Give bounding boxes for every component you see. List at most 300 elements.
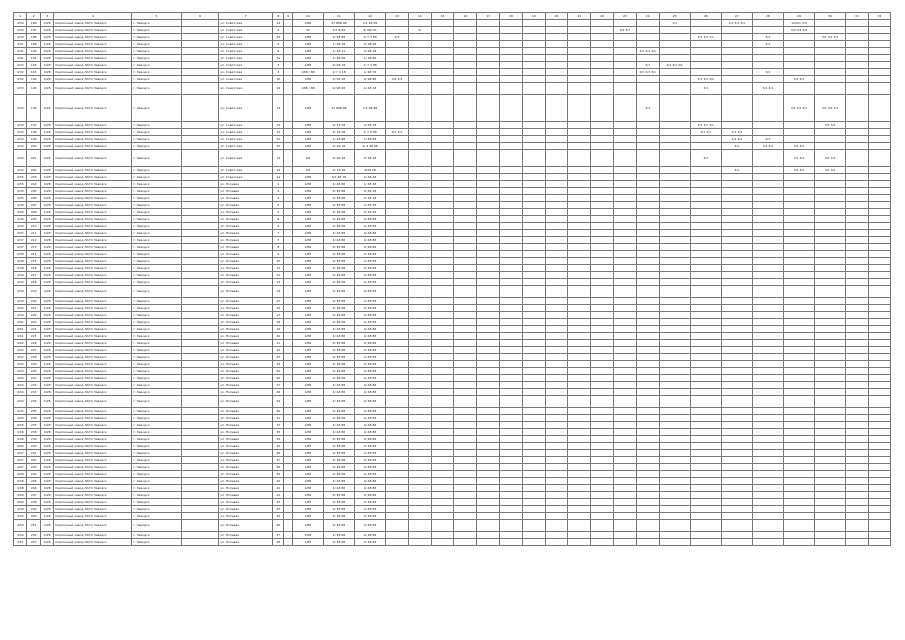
table-cell bbox=[545, 471, 568, 478]
table-cell bbox=[386, 95, 409, 122]
table-cell bbox=[431, 429, 454, 436]
table-cell: 4/ 48 88 bbox=[354, 305, 385, 312]
table-cell bbox=[408, 230, 431, 237]
table-cell bbox=[545, 499, 568, 506]
table-cell: 1/1 bbox=[659, 20, 690, 27]
table-cell bbox=[408, 485, 431, 492]
table-cell bbox=[181, 150, 218, 167]
table-cell: 37 bbox=[273, 457, 284, 464]
table-cell bbox=[454, 174, 477, 181]
table-cell bbox=[522, 76, 545, 83]
column-header: 1 bbox=[14, 13, 27, 20]
table-cell bbox=[568, 436, 591, 443]
table-cell bbox=[846, 76, 869, 83]
table-cell: ул. Полевая bbox=[219, 298, 273, 305]
table-cell bbox=[568, 279, 591, 286]
table-cell: 4/33 bbox=[14, 95, 27, 122]
table-cell bbox=[431, 150, 454, 167]
table-cell bbox=[752, 258, 783, 265]
table-cell bbox=[721, 286, 752, 298]
table-cell bbox=[868, 396, 890, 408]
table-cell bbox=[386, 265, 409, 272]
table-cell: 4/42 bbox=[14, 354, 27, 361]
table-cell: 4/ 48 88 bbox=[354, 499, 385, 506]
table-cell: 4/28 bbox=[40, 167, 53, 174]
table-cell bbox=[545, 216, 568, 223]
table-cell bbox=[181, 361, 218, 368]
table-cell: 3/1 bbox=[636, 62, 659, 69]
table-cell bbox=[386, 347, 409, 354]
table-cell bbox=[284, 41, 292, 48]
table-cell bbox=[454, 83, 477, 95]
table-cell bbox=[568, 251, 591, 258]
table-cell bbox=[614, 69, 637, 76]
table-cell: 4/28 bbox=[40, 485, 53, 492]
table-cell bbox=[477, 95, 500, 122]
table-cell bbox=[868, 279, 890, 286]
table-cell bbox=[783, 279, 814, 286]
table-cell bbox=[868, 258, 890, 265]
table-cell bbox=[545, 27, 568, 34]
table-cell: 1/88 bbox=[292, 181, 323, 188]
table-cell bbox=[614, 167, 637, 174]
table-cell: 13 bbox=[273, 279, 284, 286]
table-cell bbox=[431, 223, 454, 230]
table-cell: 14 bbox=[273, 20, 284, 27]
table-cell: 4/ 48 88 bbox=[323, 375, 354, 382]
table-cell bbox=[284, 368, 292, 375]
table-cell: 244 bbox=[27, 471, 40, 478]
table-cell bbox=[477, 202, 500, 209]
table-cell bbox=[752, 181, 783, 188]
table-cell bbox=[868, 485, 890, 492]
table-cell: 1/88 bbox=[292, 272, 323, 279]
table-cell bbox=[868, 532, 890, 539]
table-cell bbox=[659, 415, 690, 422]
column-header: 30 bbox=[815, 13, 846, 20]
table-cell: 4/48 bbox=[14, 485, 27, 492]
table-cell bbox=[408, 333, 431, 340]
table-cell bbox=[500, 471, 523, 478]
table-cell bbox=[783, 41, 814, 48]
table-cell bbox=[408, 150, 431, 167]
table-cell bbox=[783, 415, 814, 422]
table-cell bbox=[815, 48, 846, 55]
table-cell bbox=[477, 539, 500, 546]
table-cell bbox=[868, 237, 890, 244]
table-cell bbox=[846, 298, 869, 305]
table-cell bbox=[431, 499, 454, 506]
table-cell bbox=[477, 216, 500, 223]
table-cell: 18 bbox=[273, 319, 284, 326]
table-cell bbox=[545, 485, 568, 492]
table-cell bbox=[386, 506, 409, 513]
column-header: 22 bbox=[591, 13, 614, 20]
table-cell bbox=[477, 485, 500, 492]
table-cell bbox=[815, 513, 846, 520]
table-cell bbox=[591, 55, 614, 62]
table-cell bbox=[815, 333, 846, 340]
table-cell: ул. Полевая bbox=[219, 319, 273, 326]
table-cell bbox=[431, 188, 454, 195]
table-cell bbox=[868, 174, 890, 181]
table-cell bbox=[783, 272, 814, 279]
table-cell: ул. Полевая bbox=[219, 326, 273, 333]
table-cell bbox=[752, 429, 783, 436]
table-cell: 28 bbox=[273, 389, 284, 396]
table-cell bbox=[636, 499, 659, 506]
table-cell: 1/88 / 88 bbox=[292, 83, 323, 95]
table-cell bbox=[636, 347, 659, 354]
table-cell: 3/1 bbox=[752, 34, 783, 41]
table-cell: 227 bbox=[27, 347, 40, 354]
table-cell bbox=[431, 237, 454, 244]
table-cell: 34 bbox=[292, 27, 323, 34]
table-cell bbox=[752, 471, 783, 478]
table-cell bbox=[815, 450, 846, 457]
table-cell: г. Заводск bbox=[132, 230, 182, 237]
table-cell: 4/28 bbox=[40, 181, 53, 188]
table-cell bbox=[591, 95, 614, 122]
table-cell: г. Заводск bbox=[132, 143, 182, 150]
table-cell bbox=[614, 422, 637, 429]
table-cell bbox=[614, 312, 637, 319]
table-cell: 234 bbox=[27, 396, 40, 408]
table-cell: 3 bbox=[273, 62, 284, 69]
table-cell bbox=[815, 188, 846, 195]
table-cell: 10 bbox=[273, 76, 284, 83]
table-cell bbox=[614, 415, 637, 422]
table-cell bbox=[868, 450, 890, 457]
table-cell bbox=[815, 464, 846, 471]
table-cell: 4/41 bbox=[14, 333, 27, 340]
table-cell bbox=[690, 195, 721, 202]
table-cell bbox=[408, 129, 431, 136]
table-cell: ул. Полевая bbox=[219, 286, 273, 298]
table-cell bbox=[868, 478, 890, 485]
table-cell: г. Заводск bbox=[132, 396, 182, 408]
table-cell bbox=[500, 443, 523, 450]
table-cell: Кирпичный завод ЛАГО Заводск bbox=[54, 136, 132, 143]
table-cell: г. Заводск bbox=[132, 478, 182, 485]
table-cell bbox=[721, 34, 752, 41]
table-cell: 4/41 bbox=[14, 326, 27, 333]
table-cell bbox=[500, 513, 523, 520]
table-cell bbox=[284, 216, 292, 223]
table-cell bbox=[659, 520, 690, 532]
table-row bbox=[14, 129, 891, 136]
table-cell bbox=[614, 319, 637, 326]
table-cell bbox=[721, 389, 752, 396]
table-cell bbox=[284, 251, 292, 258]
table-cell bbox=[591, 457, 614, 464]
table-cell bbox=[545, 174, 568, 181]
table-cell bbox=[591, 279, 614, 286]
table-cell bbox=[752, 396, 783, 408]
table-cell bbox=[659, 244, 690, 251]
table-cell bbox=[408, 457, 431, 464]
table-cell bbox=[431, 202, 454, 209]
table-cell: г. Заводск bbox=[132, 389, 182, 396]
table-cell bbox=[846, 436, 869, 443]
table-cell bbox=[591, 443, 614, 450]
table-cell bbox=[284, 195, 292, 202]
table-cell bbox=[477, 415, 500, 422]
table-cell: 3/1 3/1 3/1 bbox=[815, 95, 846, 122]
table-cell bbox=[636, 464, 659, 471]
table-cell: Кирпичный завод ЛАГО Заводск bbox=[54, 83, 132, 95]
table-cell bbox=[815, 382, 846, 389]
table-cell bbox=[284, 499, 292, 506]
table-cell: 13 bbox=[273, 150, 284, 167]
table-cell bbox=[568, 181, 591, 188]
table-cell: 220 bbox=[27, 298, 40, 305]
table-cell bbox=[815, 415, 846, 422]
table-cell bbox=[591, 216, 614, 223]
table-cell bbox=[284, 76, 292, 83]
table-cell bbox=[408, 361, 431, 368]
table-cell bbox=[477, 520, 500, 532]
table-cell bbox=[454, 202, 477, 209]
table-cell bbox=[545, 492, 568, 499]
table-cell bbox=[846, 244, 869, 251]
table-cell bbox=[614, 354, 637, 361]
table-cell: ул. Полевая bbox=[219, 464, 273, 471]
table-cell bbox=[500, 83, 523, 95]
table-row bbox=[14, 326, 891, 333]
table-cell: Кирпичный завод ЛАГО Заводск bbox=[54, 368, 132, 375]
table-cell: г. Заводск bbox=[132, 195, 182, 202]
table-cell bbox=[846, 34, 869, 41]
table-cell bbox=[284, 415, 292, 422]
table-cell: 4/ 48 88 bbox=[323, 258, 354, 265]
table-cell: 4/28 bbox=[40, 368, 53, 375]
table-cell bbox=[815, 361, 846, 368]
table-cell bbox=[522, 408, 545, 415]
table-cell bbox=[752, 265, 783, 272]
table-cell: 19 bbox=[273, 326, 284, 333]
table-cell: 4/ 48 88 bbox=[354, 272, 385, 279]
table-cell bbox=[545, 202, 568, 209]
table-cell: 4/28 bbox=[40, 83, 53, 95]
table-cell: ул. Полевая bbox=[219, 471, 273, 478]
table-cell bbox=[568, 265, 591, 272]
table-cell bbox=[752, 251, 783, 258]
table-cell: 1/88 bbox=[292, 513, 323, 520]
table-cell bbox=[431, 76, 454, 83]
table-cell bbox=[477, 279, 500, 286]
table-cell bbox=[614, 368, 637, 375]
table-cell bbox=[500, 396, 523, 408]
table-cell bbox=[181, 513, 218, 520]
table-cell bbox=[568, 272, 591, 279]
table-cell: Кирпичный завод ЛАГО Заводск bbox=[54, 539, 132, 546]
table-cell bbox=[386, 237, 409, 244]
table-cell bbox=[500, 251, 523, 258]
table-cell bbox=[591, 368, 614, 375]
table-cell bbox=[284, 272, 292, 279]
table-cell: 1/88 bbox=[292, 237, 323, 244]
table-cell bbox=[868, 150, 890, 167]
table-cell: 10 bbox=[273, 258, 284, 265]
table-row bbox=[14, 389, 891, 396]
table-cell bbox=[636, 478, 659, 485]
table-cell: 29 bbox=[273, 396, 284, 408]
table-cell: ул. Полевая bbox=[219, 436, 273, 443]
table-cell bbox=[545, 48, 568, 55]
table-cell bbox=[721, 216, 752, 223]
table-cell bbox=[181, 258, 218, 265]
table-cell bbox=[500, 415, 523, 422]
table-cell bbox=[614, 143, 637, 150]
table-cell: 4/ 48 88 bbox=[323, 286, 354, 298]
column-header: 17 bbox=[477, 13, 500, 20]
table-cell bbox=[659, 143, 690, 150]
table-cell bbox=[568, 312, 591, 319]
table-cell bbox=[846, 202, 869, 209]
table-cell: 187 bbox=[27, 27, 40, 34]
table-cell: г. Заводск bbox=[132, 286, 182, 298]
table-cell bbox=[386, 415, 409, 422]
table-cell bbox=[868, 195, 890, 202]
table-cell bbox=[868, 95, 890, 122]
table-cell bbox=[846, 532, 869, 539]
table-cell bbox=[614, 286, 637, 298]
table-cell bbox=[659, 202, 690, 209]
table-cell bbox=[868, 361, 890, 368]
table-cell: 4/40 bbox=[14, 305, 27, 312]
table-row bbox=[14, 48, 891, 55]
table-row bbox=[14, 396, 891, 408]
table-cell bbox=[591, 361, 614, 368]
column-header: 3 bbox=[40, 13, 53, 20]
table-cell bbox=[431, 122, 454, 129]
table-cell bbox=[431, 347, 454, 354]
table-cell: 4/38 bbox=[14, 251, 27, 258]
table-cell bbox=[591, 333, 614, 340]
table-cell bbox=[636, 382, 659, 389]
table-cell bbox=[568, 499, 591, 506]
table-cell bbox=[721, 340, 752, 347]
table-cell: 4/ 98 28 bbox=[354, 41, 385, 48]
table-cell: ул. Полевая bbox=[219, 422, 273, 429]
table-cell bbox=[454, 272, 477, 279]
table-cell: 43 bbox=[273, 499, 284, 506]
table-row bbox=[14, 136, 891, 143]
table-cell bbox=[568, 216, 591, 223]
table-cell bbox=[690, 27, 721, 34]
table-cell bbox=[181, 202, 218, 209]
table-cell: 4/39 bbox=[14, 286, 27, 298]
table-cell: 4/35 bbox=[14, 181, 27, 188]
table-cell bbox=[284, 150, 292, 167]
table-cell bbox=[690, 95, 721, 122]
table-cell bbox=[408, 272, 431, 279]
table-cell: 36 bbox=[273, 450, 284, 457]
table-cell bbox=[454, 62, 477, 69]
table-cell bbox=[500, 272, 523, 279]
table-cell: 4/ 48 88 bbox=[323, 471, 354, 478]
table-cell bbox=[868, 209, 890, 216]
table-cell: 195 bbox=[27, 83, 40, 95]
table-cell bbox=[690, 333, 721, 340]
table-cell: 1/88 bbox=[292, 209, 323, 216]
table-cell bbox=[545, 354, 568, 361]
table-cell bbox=[868, 27, 890, 34]
table-cell bbox=[846, 188, 869, 195]
table-cell bbox=[846, 408, 869, 415]
table-cell bbox=[386, 499, 409, 506]
table-cell: 4/43 bbox=[14, 368, 27, 375]
table-cell: ул. Полевая bbox=[219, 457, 273, 464]
table-cell: ул. Полевая bbox=[219, 312, 273, 319]
table-cell bbox=[408, 48, 431, 55]
table-cell bbox=[721, 450, 752, 457]
table-cell bbox=[659, 174, 690, 181]
table-cell: 1/ 98 88 bbox=[323, 34, 354, 41]
table-cell: г. Заводск bbox=[132, 188, 182, 195]
table-cell bbox=[545, 76, 568, 83]
table-cell: 1/88 bbox=[292, 422, 323, 429]
table-cell: 4/ 48 88 bbox=[354, 389, 385, 396]
table-cell bbox=[545, 251, 568, 258]
table-cell bbox=[181, 436, 218, 443]
table-cell bbox=[545, 478, 568, 485]
table-cell: г. Заводск bbox=[132, 499, 182, 506]
table-cell bbox=[568, 143, 591, 150]
table-cell bbox=[181, 429, 218, 436]
table-cell bbox=[386, 62, 409, 69]
table-cell bbox=[568, 286, 591, 298]
table-cell: 4/28 bbox=[40, 258, 53, 265]
table-cell bbox=[690, 478, 721, 485]
table-cell bbox=[181, 55, 218, 62]
table-cell bbox=[659, 209, 690, 216]
table-cell: 4/ 18 28 bbox=[323, 129, 354, 136]
table-cell: 1/ 48 11 bbox=[323, 48, 354, 55]
table-cell: г. Заводск bbox=[132, 216, 182, 223]
column-header: 18 bbox=[500, 13, 523, 20]
table-cell bbox=[522, 150, 545, 167]
table-cell bbox=[454, 520, 477, 532]
table-cell bbox=[614, 382, 637, 389]
table-cell: 221 bbox=[27, 305, 40, 312]
table-cell: Кирпичный завод ЛАГО Заводск bbox=[54, 244, 132, 251]
table-cell: Кирпичный завод ЛАГО Заводск bbox=[54, 375, 132, 382]
table-cell bbox=[846, 143, 869, 150]
table-cell bbox=[690, 429, 721, 436]
table-cell bbox=[783, 436, 814, 443]
table-cell bbox=[846, 347, 869, 354]
table-cell bbox=[386, 202, 409, 209]
table-cell: Кирпичный завод ЛАГО Заводск bbox=[54, 326, 132, 333]
table-cell bbox=[591, 436, 614, 443]
table-cell: 1/88 bbox=[292, 429, 323, 436]
table-row bbox=[14, 354, 891, 361]
table-cell bbox=[721, 55, 752, 62]
table-cell bbox=[846, 223, 869, 230]
table-cell: 1/88 bbox=[292, 216, 323, 223]
table-cell bbox=[454, 539, 477, 546]
table-cell bbox=[500, 95, 523, 122]
table-cell bbox=[568, 62, 591, 69]
table-cell bbox=[408, 478, 431, 485]
column-header: 29 bbox=[783, 13, 814, 20]
table-cell bbox=[284, 389, 292, 396]
table-cell bbox=[454, 415, 477, 422]
table-cell bbox=[636, 188, 659, 195]
table-cell bbox=[721, 429, 752, 436]
